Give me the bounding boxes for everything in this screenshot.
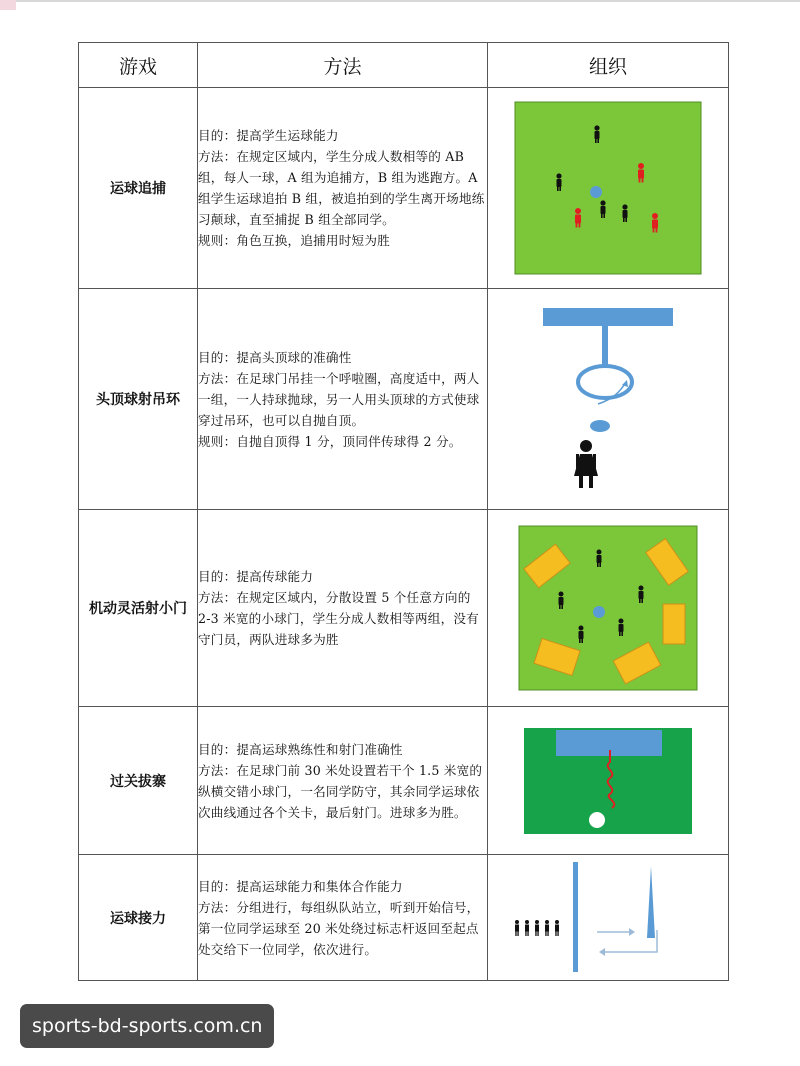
method-purpose: 目的：提高传球能力 <box>198 569 314 584</box>
method-description: 方法：在足球门前 30 米处设置若干个 1.5 米宽的纵横交错小球门，一名同学防守，其余同学运球依次曲线通过各个关卡，最后射门。进球多为胜。 <box>198 762 483 820</box>
organization-cell <box>488 88 729 289</box>
pass-gates-diagram <box>522 726 694 836</box>
method-rule: 规则：自抛自顶得 1 分，顶同伴传球得 2 分。 <box>198 433 462 449</box>
relay-diagram <box>493 860 723 976</box>
organization-cell <box>488 707 729 855</box>
method-cell <box>198 289 488 510</box>
hanging-rope <box>602 326 608 366</box>
method-purpose: 目的：提高头顶球的准确性 <box>198 349 352 365</box>
method-rule: 规则：角色互换，追捕用时短为胜 <box>198 233 390 248</box>
method-description: 方法：在规定区域内，学生分成人数相等的 AB 组，每人一球，A 组为追捕方，B 组为逃跑方。A 组学生运球追拍 B 组，被追拍到的学生离开场地练习颠球，直至捕捉 B 组全部同学。 <box>198 149 485 227</box>
ball-icon <box>590 186 602 198</box>
game-name: 头顶球射吊环 <box>79 289 198 510</box>
player-icon-black <box>545 920 549 936</box>
method-description: 方法：分组进行，每组纵队站立，听到开始信号，第一位同学运球至 20 米处绕过标志杆返回至起点处交给下一位同学，依次进行。 <box>198 899 480 957</box>
game-name: 过关拔寨 <box>79 707 198 855</box>
person-icon <box>574 440 598 488</box>
organization-cell <box>488 855 729 981</box>
hoop-icon <box>578 366 632 398</box>
method-purpose: 目的：提高学生运球能力 <box>198 128 339 143</box>
game-name: 机动灵活射小门 <box>79 510 198 707</box>
table-row <box>79 289 729 510</box>
table-row <box>79 510 729 707</box>
start-line <box>573 862 578 972</box>
corner-mark <box>0 0 16 10</box>
small-goal <box>663 604 685 644</box>
top-border <box>0 0 800 2</box>
watermark: sports-bd-sports.com.cn <box>20 1004 274 1048</box>
organization-cell <box>488 289 729 510</box>
dribble-chase-diagram <box>513 100 703 276</box>
player-icon-black <box>515 920 519 936</box>
method-cell <box>198 510 488 707</box>
table-header-row <box>79 43 729 88</box>
game-name: 运球接力 <box>79 855 198 981</box>
method-purpose: 目的：提高运球熟练性和射门准确性 <box>198 741 403 757</box>
table-row <box>79 88 729 289</box>
ball-icon <box>589 812 605 828</box>
method-cell <box>198 855 488 981</box>
game-name: 运球追捕 <box>79 88 198 289</box>
table-row <box>79 707 729 855</box>
field <box>515 102 701 274</box>
ball-icon <box>590 420 610 432</box>
method-cell <box>198 707 488 855</box>
small-goals-diagram <box>517 524 699 692</box>
heading-hoop-diagram <box>538 304 678 494</box>
method-cell <box>198 88 488 289</box>
player-icon-black <box>535 920 539 936</box>
method-description: 方法：在足球门吊挂一个呼啦圈，高度适中，两人一组，一人持球抛球，另一人用头顶球的方式使球穿过吊环，也可以自抛自顶。 <box>198 370 480 428</box>
marker-pole-icon <box>647 866 655 938</box>
ball-icon <box>593 606 605 618</box>
method-description: 方法：在规定区域内，分散设置 5 个任意方向的 2-3 米宽的小球门，学生分成人数相等两组，没有守门员，两队进球多为胜 <box>198 590 479 647</box>
header-organization: 组织 <box>488 43 729 88</box>
player-icon-black <box>555 920 559 936</box>
header-game: 游戏 <box>79 43 198 88</box>
table-row <box>79 855 729 981</box>
organization-cell <box>488 510 729 707</box>
player-icon-black <box>525 920 529 936</box>
header-method: 方法 <box>198 43 488 88</box>
games-table <box>78 42 729 981</box>
goal-crossbar <box>543 308 673 326</box>
method-purpose: 目的：提高运球能力和集体合作能力 <box>198 878 403 894</box>
